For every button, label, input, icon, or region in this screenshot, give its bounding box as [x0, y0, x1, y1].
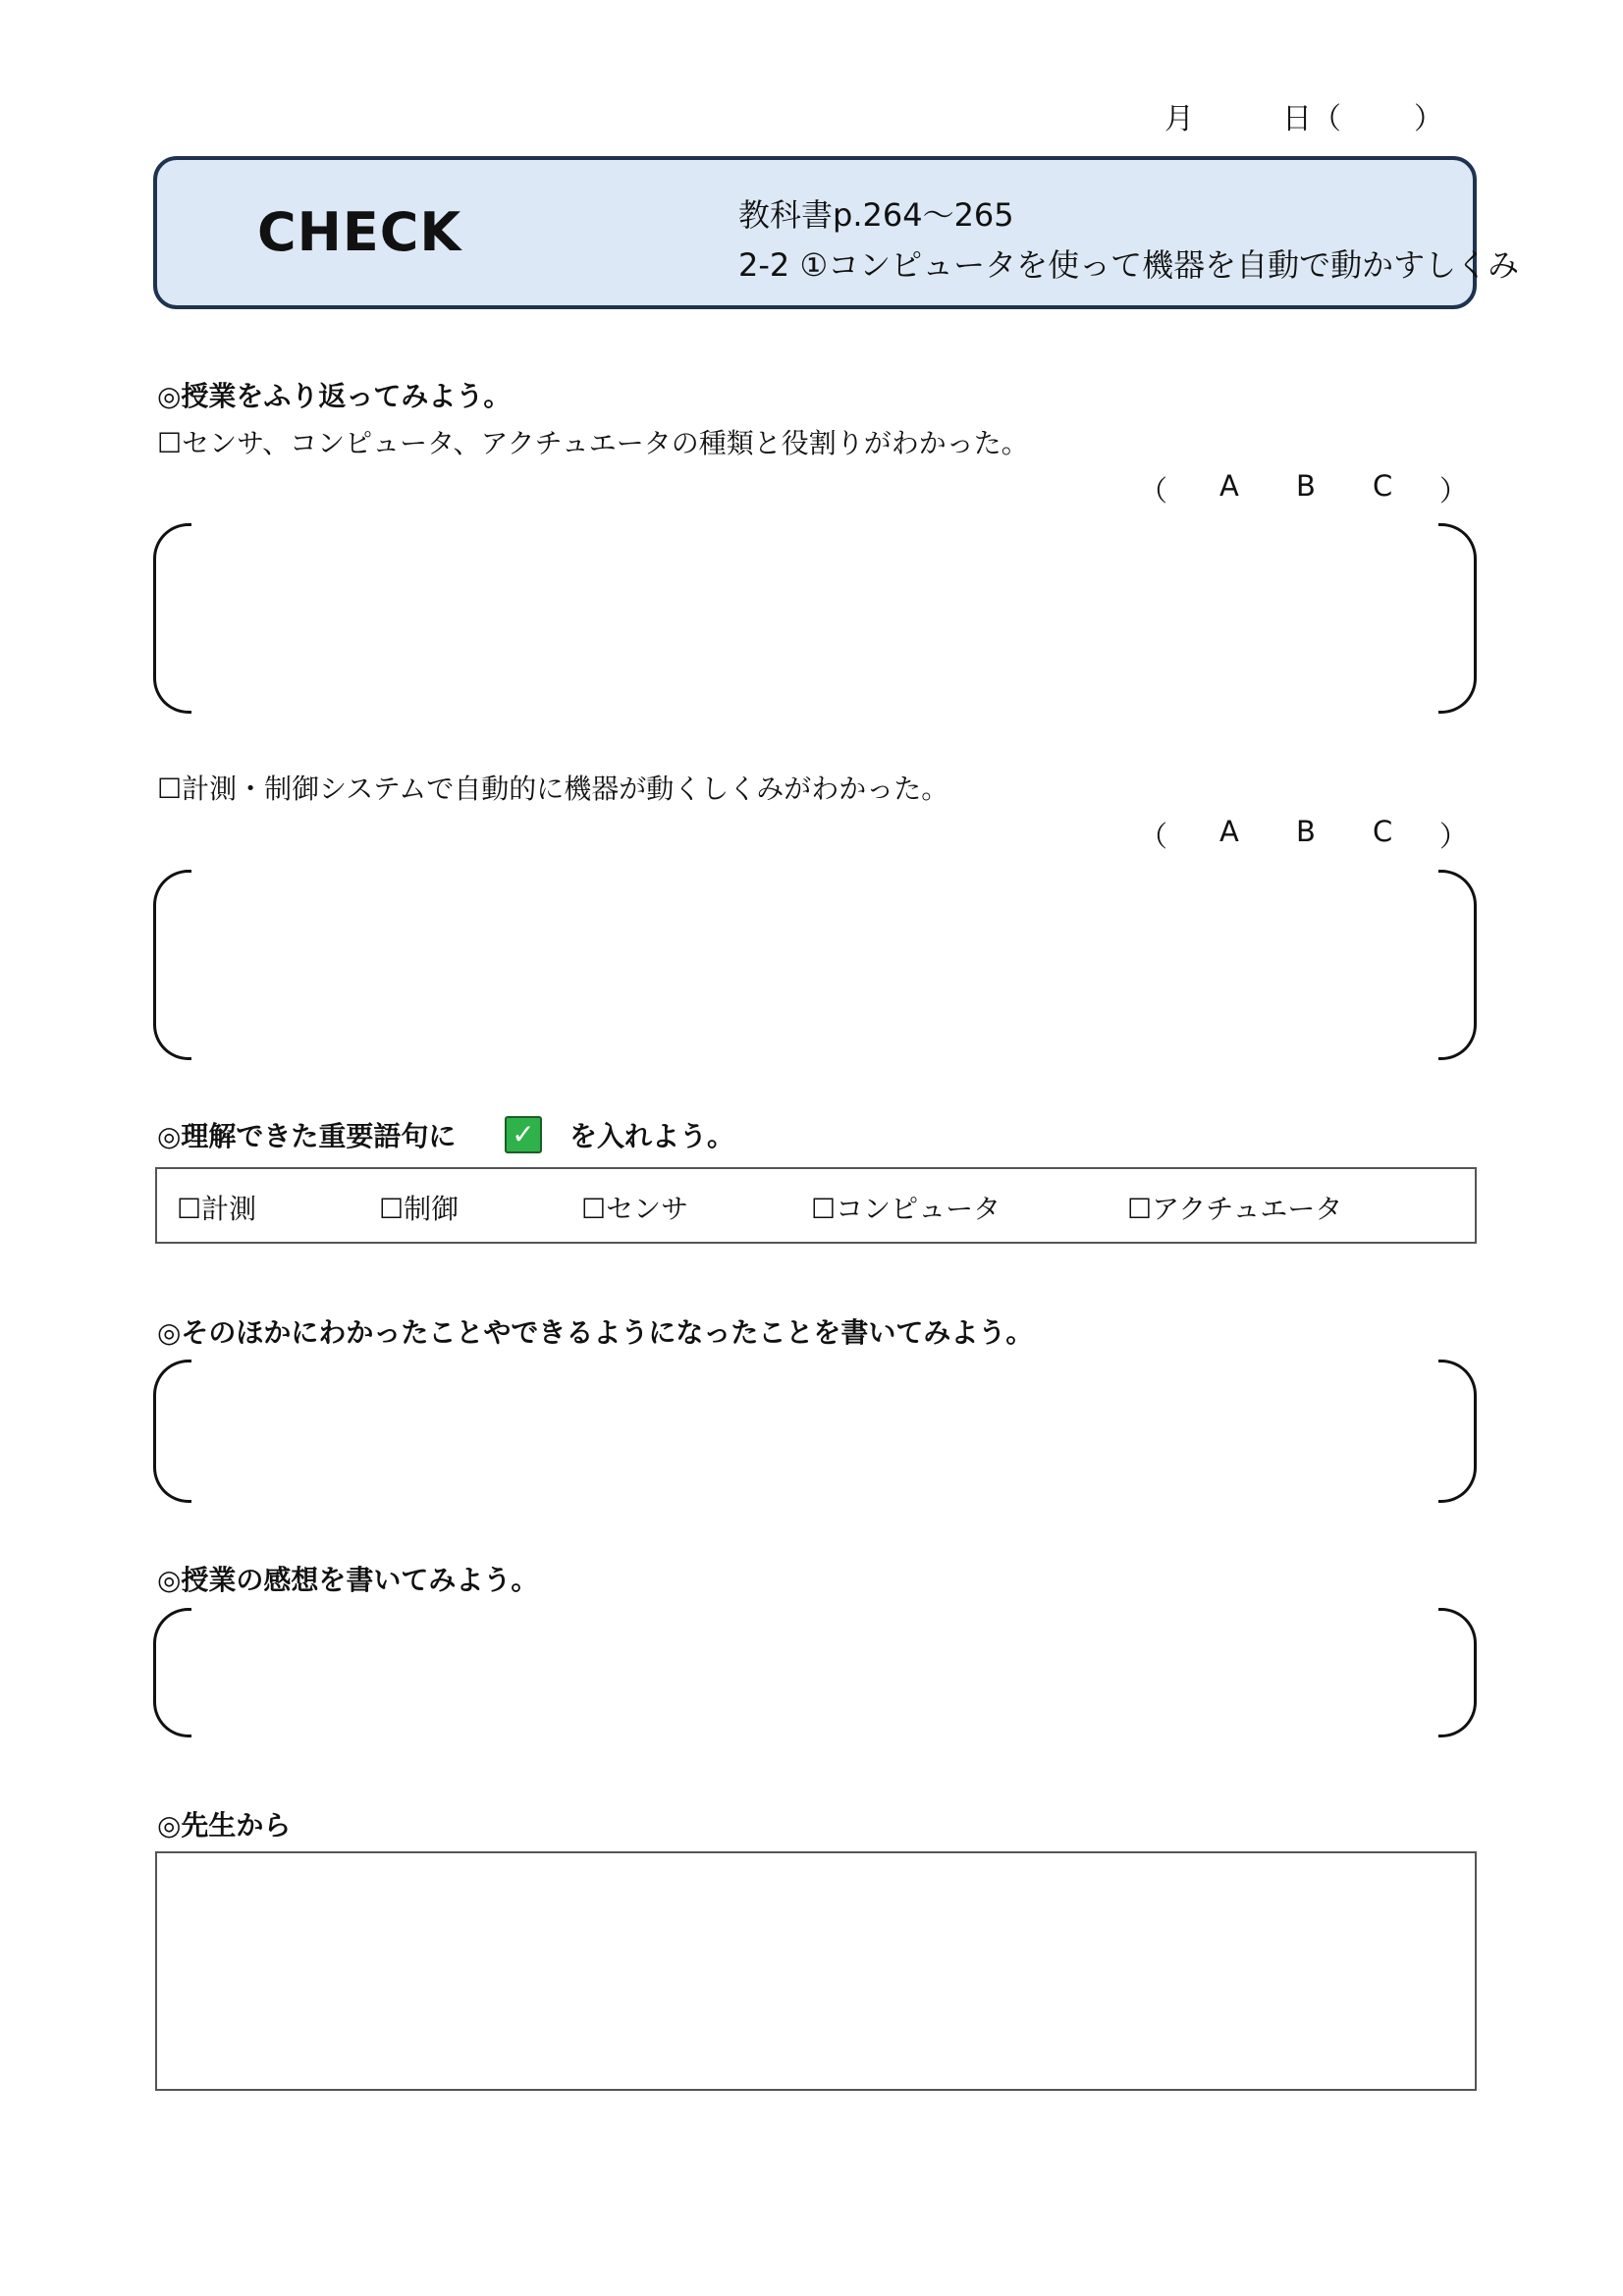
rating-close-paren: ） [1439, 820, 1469, 853]
answer-area-1[interactable] [153, 523, 1477, 714]
bracket-right [1438, 523, 1477, 714]
rating-a[interactable]: A [1219, 469, 1239, 503]
weekday-close-paren: ） [1414, 102, 1443, 136]
term-actuator[interactable]: ☐アクチュエータ [1127, 1193, 1343, 1225]
day-label: 日（ [1282, 102, 1341, 136]
month-label: 月 [1164, 102, 1194, 136]
rating-open-paren: （ [1139, 820, 1168, 853]
bracket-left [153, 1360, 191, 1503]
rating-close-paren: ） [1439, 474, 1469, 507]
green-check-icon: ✓ [505, 1116, 542, 1153]
bracket-left [153, 1608, 191, 1737]
answer-area-3[interactable] [153, 1360, 1477, 1503]
rating-open-paren: （ [1139, 474, 1168, 507]
answer-area-4[interactable] [153, 1608, 1477, 1737]
rating-b[interactable]: B [1296, 469, 1316, 503]
bracket-left [153, 870, 191, 1060]
lesson-title: 2-2 ①コンピュータを使って機器を自動で動かすしくみ [738, 246, 1520, 284]
teacher-comment-box[interactable] [155, 1851, 1477, 2091]
term-control[interactable]: ☐制御 [379, 1193, 460, 1225]
rating-c[interactable]: C [1373, 469, 1393, 503]
bracket-left [153, 523, 191, 714]
term-computer[interactable]: ☐コンピュータ [811, 1193, 1001, 1225]
review-item-1[interactable]: ☐センサ、コンピュータ、アクチュエータの種類と役割りがわかった。 [157, 427, 1029, 459]
rating-a[interactable]: A [1219, 815, 1239, 848]
review-heading: ◎授業をふり返ってみよう。 [157, 380, 512, 412]
bracket-right [1438, 1608, 1477, 1737]
teacher-heading: ◎先生から [157, 1809, 292, 1842]
review-item-2[interactable]: ☐計測・制御システムで自動的に機器が動くしくみがわかった。 [157, 773, 949, 805]
terms-heading-suffix: を入れよう。 [569, 1120, 735, 1152]
bracket-right [1438, 870, 1477, 1060]
rating-row-2 [1139, 815, 1473, 854]
rating-row-1 [1139, 469, 1473, 508]
other-heading: ◎そのほかにわかったことやできるようになったことを書いてみよう。 [157, 1316, 1034, 1349]
term-measurement[interactable]: ☐計測 [177, 1193, 257, 1225]
terms-heading: ◎理解できた重要語句に [157, 1120, 457, 1152]
impression-heading: ◎授業の感想を書いてみよう。 [157, 1564, 539, 1596]
bracket-right [1438, 1360, 1477, 1503]
answer-area-2[interactable] [153, 870, 1477, 1060]
term-sensor[interactable]: ☐センサ [581, 1193, 689, 1225]
page-title: CHECK [257, 201, 462, 263]
textbook-pages: 教科書p.264～265 [738, 196, 1014, 234]
rating-c[interactable]: C [1373, 815, 1393, 848]
rating-b[interactable]: B [1296, 815, 1316, 848]
